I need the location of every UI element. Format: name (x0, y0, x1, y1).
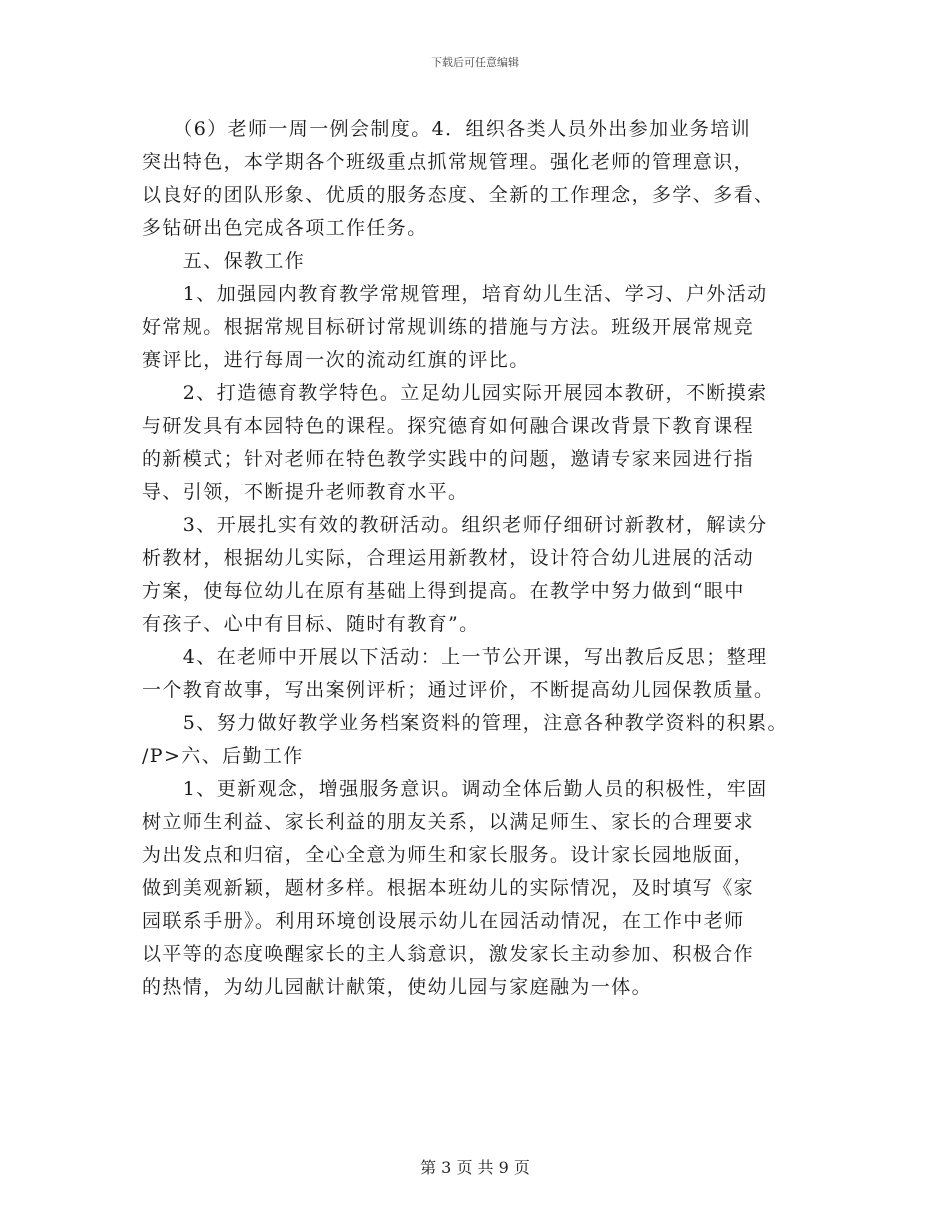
text-line: 析教材，根据幼儿实际，合理运用新教材，设计符合幼儿进展的活动 (142, 547, 755, 569)
text-line: 一个教育故事，写出案例评析；通过评价，不断提高幼儿园保教质量。 (142, 679, 775, 701)
text-line: 树立师生利益、家长利益的朋友关系，以满足师生、家长的合理要求 (142, 811, 755, 833)
text-line: 4、在老师中开展以下活动：上一节公开课，写出教后反思；整理 (142, 646, 768, 668)
text-line: （6）老师一周一例会制度。4．组织各类人员外出参加业务培训 (142, 118, 752, 140)
text-line: 1、更新观念，增强服务意识。调动全体后勤人员的积极性，牢固 (142, 778, 768, 800)
text-line: 与研发具有本园特色的课程。探究德育如何融合课改背景下教育课程 (142, 415, 755, 437)
text-line: 突出特色，本学期各个班级重点抓常规管理。强化老师的管理意识， (142, 151, 755, 173)
text-line: 做到美观新颖，题材多样。根据本班幼儿的实际情况，及时填写《家 (142, 877, 755, 899)
section-heading: /P>六、后勤工作 (142, 745, 304, 767)
text-line: 以良好的团队形象、优质的服务态度、全新的工作理念，多学、多看、 (142, 184, 775, 206)
document-body (142, 113, 832, 1004)
text-line: 赛评比，进行每周一次的流动红旗的评比。 (142, 349, 530, 371)
text-line: 有孩子、心中有目标、随时有教育”。 (142, 613, 480, 635)
text-line: 以平等的态度唤醒家长的主人翁意识，激发家长主动参加、积极合作 (142, 943, 755, 965)
text-line: 园联系手册》。利用环境创设展示幼儿在园活动情况，在工作中老师 (142, 910, 745, 932)
text-line: 1、加强园内教育教学常规管理，培育幼儿生活、学习、户外活动 (142, 283, 768, 305)
page-number: 第 3 页 共 9 页 (420, 1158, 530, 1177)
page-header: 下载后可任意编辑 (431, 56, 519, 69)
text-line: 方案，使每位幼儿在原有基础上得到提高。在教学中努力做到“眼中 (142, 580, 745, 602)
text-line: 的新模式；针对老师在特色教学实践中的问题，邀请专家来园进行指 (142, 448, 755, 470)
text-line: 好常规。根据常规目标研讨常规训练的措施与方法。班级开展常规竞 (142, 316, 755, 338)
section-heading: 五、保教工作 (142, 250, 306, 272)
text-line: 为出发点和归宿，全心全意为师生和家长服务。设计家长园地版面， (142, 844, 755, 866)
text-line: 5、努力做好教学业务档案资料的管理，注意各种教学资料的积累。 (142, 712, 788, 734)
text-line: 导、引领，不断提升老师教育水平。 (142, 481, 469, 503)
text-line: 2、打造德育教学特色。立足幼儿园实际开展园本教研，不断摸索 (142, 382, 768, 404)
text-line: 多钻研出色完成各项工作任务。 (142, 217, 428, 239)
text-line: 的热情，为幼儿园献计献策，使幼儿园与家庭融为一体。 (142, 976, 653, 998)
text-line: 3、开展扎实有效的教研活动。组织老师仔细研讨新教材，解读分 (142, 514, 768, 536)
